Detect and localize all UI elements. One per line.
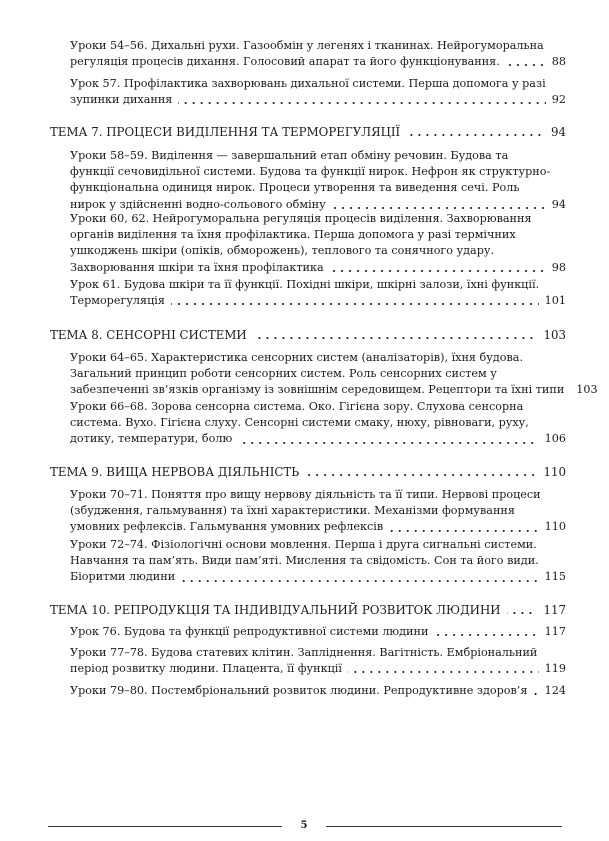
toc-entry: [70, 537, 566, 586]
entry-text-line: Уроки 58–59. Виділення — завершальний етап обміну речовин. Будова та: [70, 149, 509, 162]
entry-text-line: Урок 61. Будова шкіри та її функції. Похідні шкіри, шкірні залози, їхні функції.: [70, 278, 540, 291]
dot-leader: [181, 580, 538, 582]
entry-text-line: Уроки 66–68. Зорова сенсорна система. Око. Гігієна зору. Слухова сенсорна: [70, 400, 524, 413]
toc-entry: [70, 350, 598, 399]
page-ref: 94: [550, 125, 566, 139]
page-ref: 101: [544, 294, 566, 308]
entry-text-line: Уроки 64–65. Характеристика сенсорних систем (аналізаторів), їхня будова.: [70, 351, 524, 364]
entry-last-line: [70, 54, 566, 70]
entry-text-line: функціональна одиниця нирок. Процеси утворення та виведення сечі. Роль: [70, 181, 520, 195]
page-ref: 106: [544, 432, 566, 446]
page-ref: 110: [543, 465, 566, 479]
dot-leader: [238, 442, 538, 444]
entry-text-line: забезпеченні зв’язків організму із зовнішнім середовищем. Рецептори та їхні типи: [70, 383, 565, 397]
page-ref: 94: [551, 197, 566, 211]
page-number: 5: [300, 820, 308, 831]
entry-last-line: [70, 260, 566, 276]
entry-text-line: Навчання та пам’ять. Види пам’яті. Мислення та свідомість. Сон та його види.: [70, 554, 539, 568]
dot-leader: [171, 303, 539, 305]
dot-leader: [533, 693, 538, 695]
toc-entry: [70, 399, 566, 448]
toc-entry: [70, 683, 566, 699]
entry-text-line: ТЕМА 10. РЕПРОДУКЦІЯ ТА ІНДИВІДУАЛЬНИЙ РОЗВИТОК ЛЮДИНИ: [50, 603, 501, 617]
dot-leader: [389, 530, 538, 532]
page-ref: 103: [576, 383, 598, 397]
dot-leader: [507, 612, 538, 614]
toc-entry: [70, 211, 566, 276]
page-ref: 88: [551, 55, 566, 69]
entry-text-line: Захворювання шкіри та їхня профілактика: [70, 260, 324, 274]
entry-text-line: період розвитку людини. Плацента, її функції: [70, 662, 342, 676]
page-ref: 117: [543, 603, 566, 617]
entry-text-line: нирок у здійсненні водно-сольового обміну: [70, 197, 326, 211]
toc-topic: [50, 464, 566, 480]
entry-text-line: ТЕМА 7. ПРОЦЕСИ ВИДІЛЕННЯ ТА ТЕРМОРЕГУЛЯЦІЇ: [50, 125, 401, 139]
dot-leader: [253, 337, 538, 339]
entry-text-line: зупинки дихання: [70, 93, 173, 107]
dot-leader: [178, 102, 545, 104]
footer-rule-left: [48, 826, 282, 827]
page-ref: 117: [544, 625, 566, 638]
toc-topic: [50, 327, 566, 343]
page-ref: 92: [551, 93, 566, 107]
page-footer: [0, 820, 609, 832]
dot-leader: [348, 671, 539, 673]
entry-last-line: [50, 464, 566, 480]
entry-text-line: Урок 76. Будова та функції репродуктивної системи людини: [70, 625, 429, 638]
page-ref: 119: [544, 662, 566, 676]
toc-entry: [70, 76, 566, 108]
toc-entry: [70, 277, 566, 309]
toc-entry: [70, 624, 566, 640]
entry-text-line: Загальний принцип роботи сенсорних систем. Роль сенсорних систем у: [70, 367, 497, 381]
entry-text-line: Терморегуляція: [70, 294, 165, 308]
dot-leader: [305, 474, 537, 476]
entry-text-line: Уроки 77–78. Будова статевих клітин. Запліднення. Вагітність. Ембріональний: [70, 646, 538, 659]
toc-topic: [50, 124, 566, 140]
entry-text-line: ТЕМА 9. ВИЩА НЕРВОВА ДІЯЛЬНІСТЬ: [50, 465, 300, 479]
entry-last-line: [70, 624, 566, 640]
entry-text-line: (збудження, гальмування) та їхні характеристики. Механізми формування: [70, 504, 515, 518]
toc-entry: [70, 487, 566, 536]
entry-text-line: Уроки 79–80. Постембріональний розвиток людини. Репродуктивне здоров’я: [70, 684, 528, 697]
dot-leader: [330, 270, 546, 272]
entry-last-line: [70, 569, 566, 585]
entry-text-line: умовних рефлексів. Гальмування умовних рефлексів: [70, 520, 384, 534]
page-ref: 124: [544, 684, 566, 697]
page-ref: 103: [543, 328, 566, 342]
entry-text-line: Урок 57. Профілактика захворювань дихальної системи. Перша допомога у разі: [70, 77, 546, 90]
toc-topic: [50, 602, 566, 618]
entry-last-line: [70, 293, 566, 309]
entry-last-line: [70, 382, 598, 398]
page-ref: 115: [544, 570, 566, 584]
entry-last-line: [70, 431, 566, 447]
entry-last-line: [70, 661, 566, 677]
dot-leader: [506, 64, 546, 66]
toc-entry: [70, 148, 566, 213]
dot-leader: [406, 134, 545, 136]
entry-last-line: [70, 683, 566, 699]
entry-text-line: ТЕМА 8. СЕНСОРНІ СИСТЕМИ: [50, 328, 247, 342]
entry-last-line: [50, 124, 566, 140]
entry-text-line: Уроки 54–56. Дихальні рухи. Газообмін у легенях і тканинах. Нейрогуморальна: [70, 39, 544, 52]
page-ref: 98: [551, 260, 566, 274]
page-ref: 110: [544, 520, 566, 534]
entry-text-line: ушкоджень шкіри (опіків, обморожень), теплового та сонячного удару.: [70, 244, 495, 258]
entry-text-line: система. Вухо. Гігієна слуху. Сенсорні системи смаку, нюху, рівноваги, руху,: [70, 416, 529, 430]
dot-leader: [434, 634, 538, 636]
entry-text-line: Уроки 60, 62. Нейрогуморальна регуляція процесів виділення. Захворювання: [70, 212, 532, 225]
entry-text-line: функції сечовидільної системи. Будова та функції нирок. Нефрон як структурно-: [70, 165, 551, 179]
dot-leader: [332, 207, 546, 209]
entry-last-line: [50, 602, 566, 618]
toc-entry: [70, 645, 566, 677]
entry-text-line: органів виділення та їхня профілактика. Перша допомога у разі термічних: [70, 228, 516, 242]
entry-text-line: регуляція процесів дихання. Голосовий апарат та його функціонування.: [70, 55, 500, 69]
entry-last-line: [50, 327, 566, 343]
entry-text-line: Уроки 70–71. Поняття про вищу нервову діяльність та її типи. Нервові процеси: [70, 488, 541, 501]
entry-text-line: дотику, температури, болю: [70, 432, 233, 446]
entry-last-line: [70, 519, 566, 535]
entry-text-line: Уроки 72–74. Фізіологічні основи мовлення. Перша і друга сигнальні системи.: [70, 538, 537, 551]
entry-last-line: [70, 92, 566, 108]
toc-entry: [70, 38, 566, 70]
entry-text-line: Біоритми людини: [70, 570, 176, 584]
footer-rule-right: [326, 826, 562, 827]
